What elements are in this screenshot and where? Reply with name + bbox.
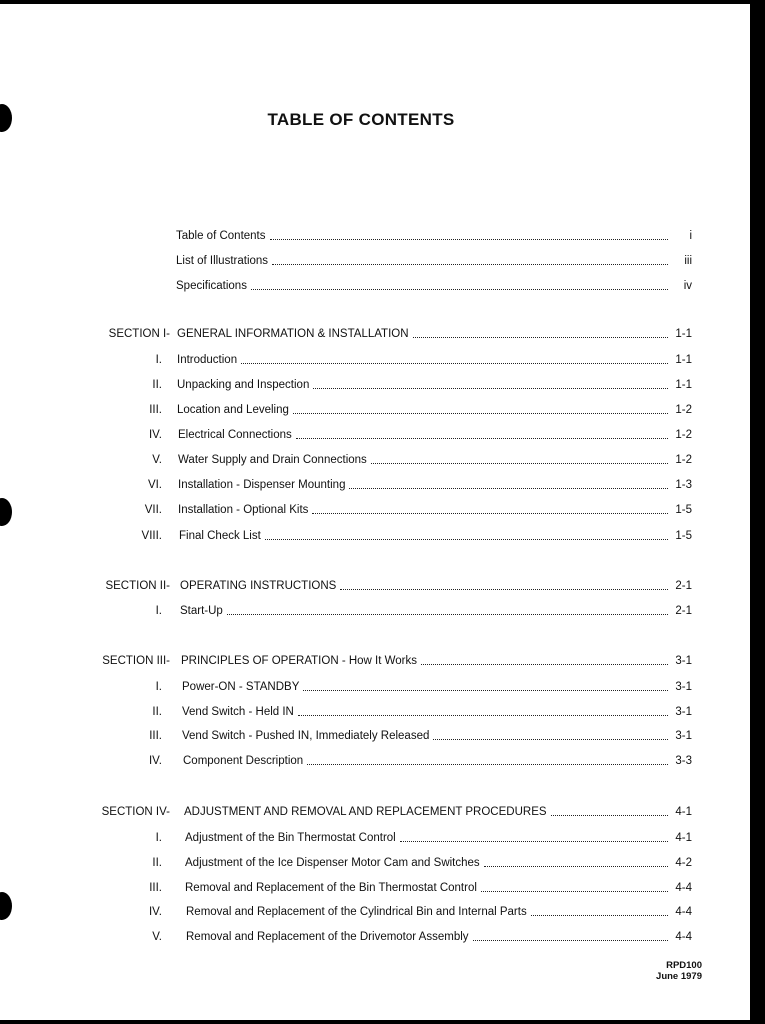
toc-row (0, 427, 750, 443)
entry-title: Specifications (176, 280, 247, 292)
page-title: TABLE OF CONTENTS (267, 110, 455, 129)
item-number: V. (152, 454, 162, 466)
entry-title: Table of Contents (176, 230, 266, 242)
dot-leader (227, 614, 668, 615)
entry-title: Unpacking and Inspection (177, 379, 310, 391)
entry-page: 4-4 (675, 906, 692, 918)
entry-title: Adjustment of the Ice Dispenser Motor Cam and Switches (185, 857, 480, 869)
dot-leader (298, 715, 668, 716)
dot-leader (296, 438, 668, 439)
dot-leader (303, 690, 668, 691)
item-number: I. (155, 605, 162, 617)
dot-leader (241, 363, 668, 364)
toc-row (0, 452, 750, 468)
dot-leader (349, 488, 668, 489)
toc-row (0, 855, 750, 871)
toc-row (0, 352, 750, 368)
section-header-row (0, 653, 750, 669)
toc-row (0, 728, 750, 744)
toc-entry (185, 855, 692, 871)
item-number: IV. (148, 429, 162, 441)
entry-title: Start-Up (180, 605, 223, 617)
toc-row (0, 830, 750, 846)
document-page (0, 4, 750, 1020)
entry-title: Removal and Replacement of the Drivemotor Assembly (186, 931, 469, 943)
toc-entry (178, 427, 692, 443)
entry-title: Removal and Replacement of the Cylindrical Bin and Internal Parts (186, 906, 527, 918)
entry-title: List of Illustrations (176, 255, 269, 267)
item-number: IV. (148, 755, 162, 767)
dot-leader (270, 239, 668, 240)
toc-entry (180, 578, 692, 594)
entry-page: 4-1 (675, 806, 692, 818)
section-label: SECTION II- (105, 580, 170, 592)
item-number: V. (152, 931, 162, 943)
entry-page: 3-1 (675, 730, 692, 742)
entry-page: 1-1 (675, 328, 692, 340)
item-number: VIII. (141, 530, 162, 542)
item-number: VI. (147, 479, 162, 491)
toc-row (0, 253, 750, 269)
entry-title: Installation - Optional Kits (178, 504, 309, 516)
toc-entry (183, 753, 692, 769)
entry-title: OPERATING INSTRUCTIONS (180, 580, 337, 592)
item-number: I. (155, 681, 162, 693)
dot-leader (371, 463, 668, 464)
toc-row (0, 502, 750, 518)
item-number: VII. (144, 504, 162, 516)
toc-entry (185, 830, 692, 846)
item-number: II. (152, 857, 162, 869)
entry-page: 1-5 (675, 530, 692, 542)
toc-row (0, 704, 750, 720)
toc-row (0, 904, 750, 920)
toc-entry (182, 728, 692, 744)
dot-leader (340, 589, 668, 590)
toc-entry (176, 278, 692, 294)
entry-page: 3-1 (675, 655, 692, 667)
item-number: III. (149, 882, 162, 894)
toc-row (0, 603, 750, 619)
toc-entry (176, 228, 692, 244)
dot-leader (312, 513, 668, 514)
dot-leader (481, 891, 668, 892)
toc-row (0, 679, 750, 695)
toc-entry (178, 502, 692, 518)
toc-entry (182, 679, 692, 695)
dot-leader (293, 413, 668, 414)
entry-page: 4-4 (675, 882, 692, 894)
toc-entry (181, 653, 692, 669)
toc-entry (186, 904, 692, 920)
entry-page: 1-1 (675, 379, 692, 391)
dot-leader (313, 388, 668, 389)
toc-row (0, 753, 750, 769)
toc-entry (177, 377, 692, 393)
dot-leader (531, 915, 668, 916)
entry-page: 4-1 (675, 832, 692, 844)
entry-title: Adjustment of the Bin Thermostat Control (185, 832, 396, 844)
entry-page: 3-1 (675, 681, 692, 693)
entry-title: Location and Leveling (177, 404, 289, 416)
entry-title: Component Description (183, 755, 304, 767)
item-number: II. (152, 379, 162, 391)
entry-page: iii (684, 255, 692, 267)
entry-page: 2-1 (675, 605, 692, 617)
dot-leader (400, 841, 668, 842)
toc-row (0, 880, 750, 896)
toc-entry (178, 477, 692, 493)
entry-page: 1-2 (675, 454, 692, 466)
footer (656, 960, 702, 982)
doc-date: June 1979 (656, 971, 702, 982)
entry-page: 3-1 (675, 706, 692, 718)
toc-row (0, 228, 750, 244)
entry-title: Installation - Dispenser Mounting (178, 479, 346, 491)
toc-entry (185, 880, 692, 896)
dot-leader (413, 337, 668, 338)
toc-row (0, 278, 750, 294)
dot-leader (272, 264, 668, 265)
toc-entry (179, 528, 692, 544)
toc-entry (177, 352, 692, 368)
dot-leader (421, 664, 668, 665)
entry-page: 1-1 (675, 354, 692, 366)
dot-leader (484, 866, 668, 867)
toc-entry (182, 704, 692, 720)
entry-title: Vend Switch - Held IN (182, 706, 294, 718)
entry-title: ADJUSTMENT AND REMOVAL AND REPLACEMENT PROCEDURES (184, 806, 547, 818)
entry-page: 4-2 (675, 857, 692, 869)
toc-entry (177, 326, 692, 342)
toc-entry (177, 402, 692, 418)
entry-title: PRINCIPLES OF OPERATION - How It Works (181, 655, 417, 667)
dot-leader (307, 764, 668, 765)
entry-title: Electrical Connections (178, 429, 292, 441)
toc-row (0, 402, 750, 418)
entry-page: 1-2 (675, 404, 692, 416)
toc-row (0, 528, 750, 544)
dot-leader (265, 539, 668, 540)
section-header-row (0, 804, 750, 820)
section-header-row (0, 578, 750, 594)
entry-title: Water Supply and Drain Connections (178, 454, 367, 466)
section-label: SECTION IV- (101, 806, 170, 818)
entry-title: Final Check List (179, 530, 261, 542)
toc-entry (180, 603, 692, 619)
dot-leader (551, 815, 668, 816)
toc-row (0, 377, 750, 393)
entry-page: 2-1 (675, 580, 692, 592)
entry-title: Power-ON - STANDBY (182, 681, 300, 693)
doc-id: RPD100 (666, 960, 702, 971)
entry-page: 1-2 (675, 429, 692, 441)
toc-row (0, 929, 750, 945)
entry-page: i (689, 230, 692, 242)
item-number: III. (149, 404, 162, 416)
item-number: II. (152, 706, 162, 718)
toc-entry (176, 253, 692, 269)
dot-leader (473, 940, 668, 941)
entry-page: 3-3 (675, 755, 692, 767)
section-label: SECTION III- (102, 655, 170, 667)
entry-title: Vend Switch - Pushed IN, Immediately Released (182, 730, 430, 742)
toc-entry (186, 929, 692, 945)
entry-title: GENERAL INFORMATION & INSTALLATION (177, 328, 409, 340)
entry-page: iv (683, 280, 692, 292)
toc-entry (184, 804, 692, 820)
item-number: I. (155, 832, 162, 844)
entry-title: Removal and Replacement of the Bin Thermostat Control (185, 882, 477, 894)
entry-page: 1-5 (675, 504, 692, 516)
item-number: III. (149, 730, 162, 742)
section-label: SECTION I- (108, 328, 170, 340)
entry-page: 4-4 (675, 931, 692, 943)
entry-title: Introduction (177, 354, 238, 366)
dot-leader (251, 289, 668, 290)
section-header-row (0, 326, 750, 342)
item-number: IV. (148, 906, 162, 918)
toc-row (0, 477, 750, 493)
item-number: I. (155, 354, 162, 366)
toc-entry (178, 452, 692, 468)
entry-page: 1-3 (675, 479, 692, 491)
dot-leader (433, 739, 668, 740)
